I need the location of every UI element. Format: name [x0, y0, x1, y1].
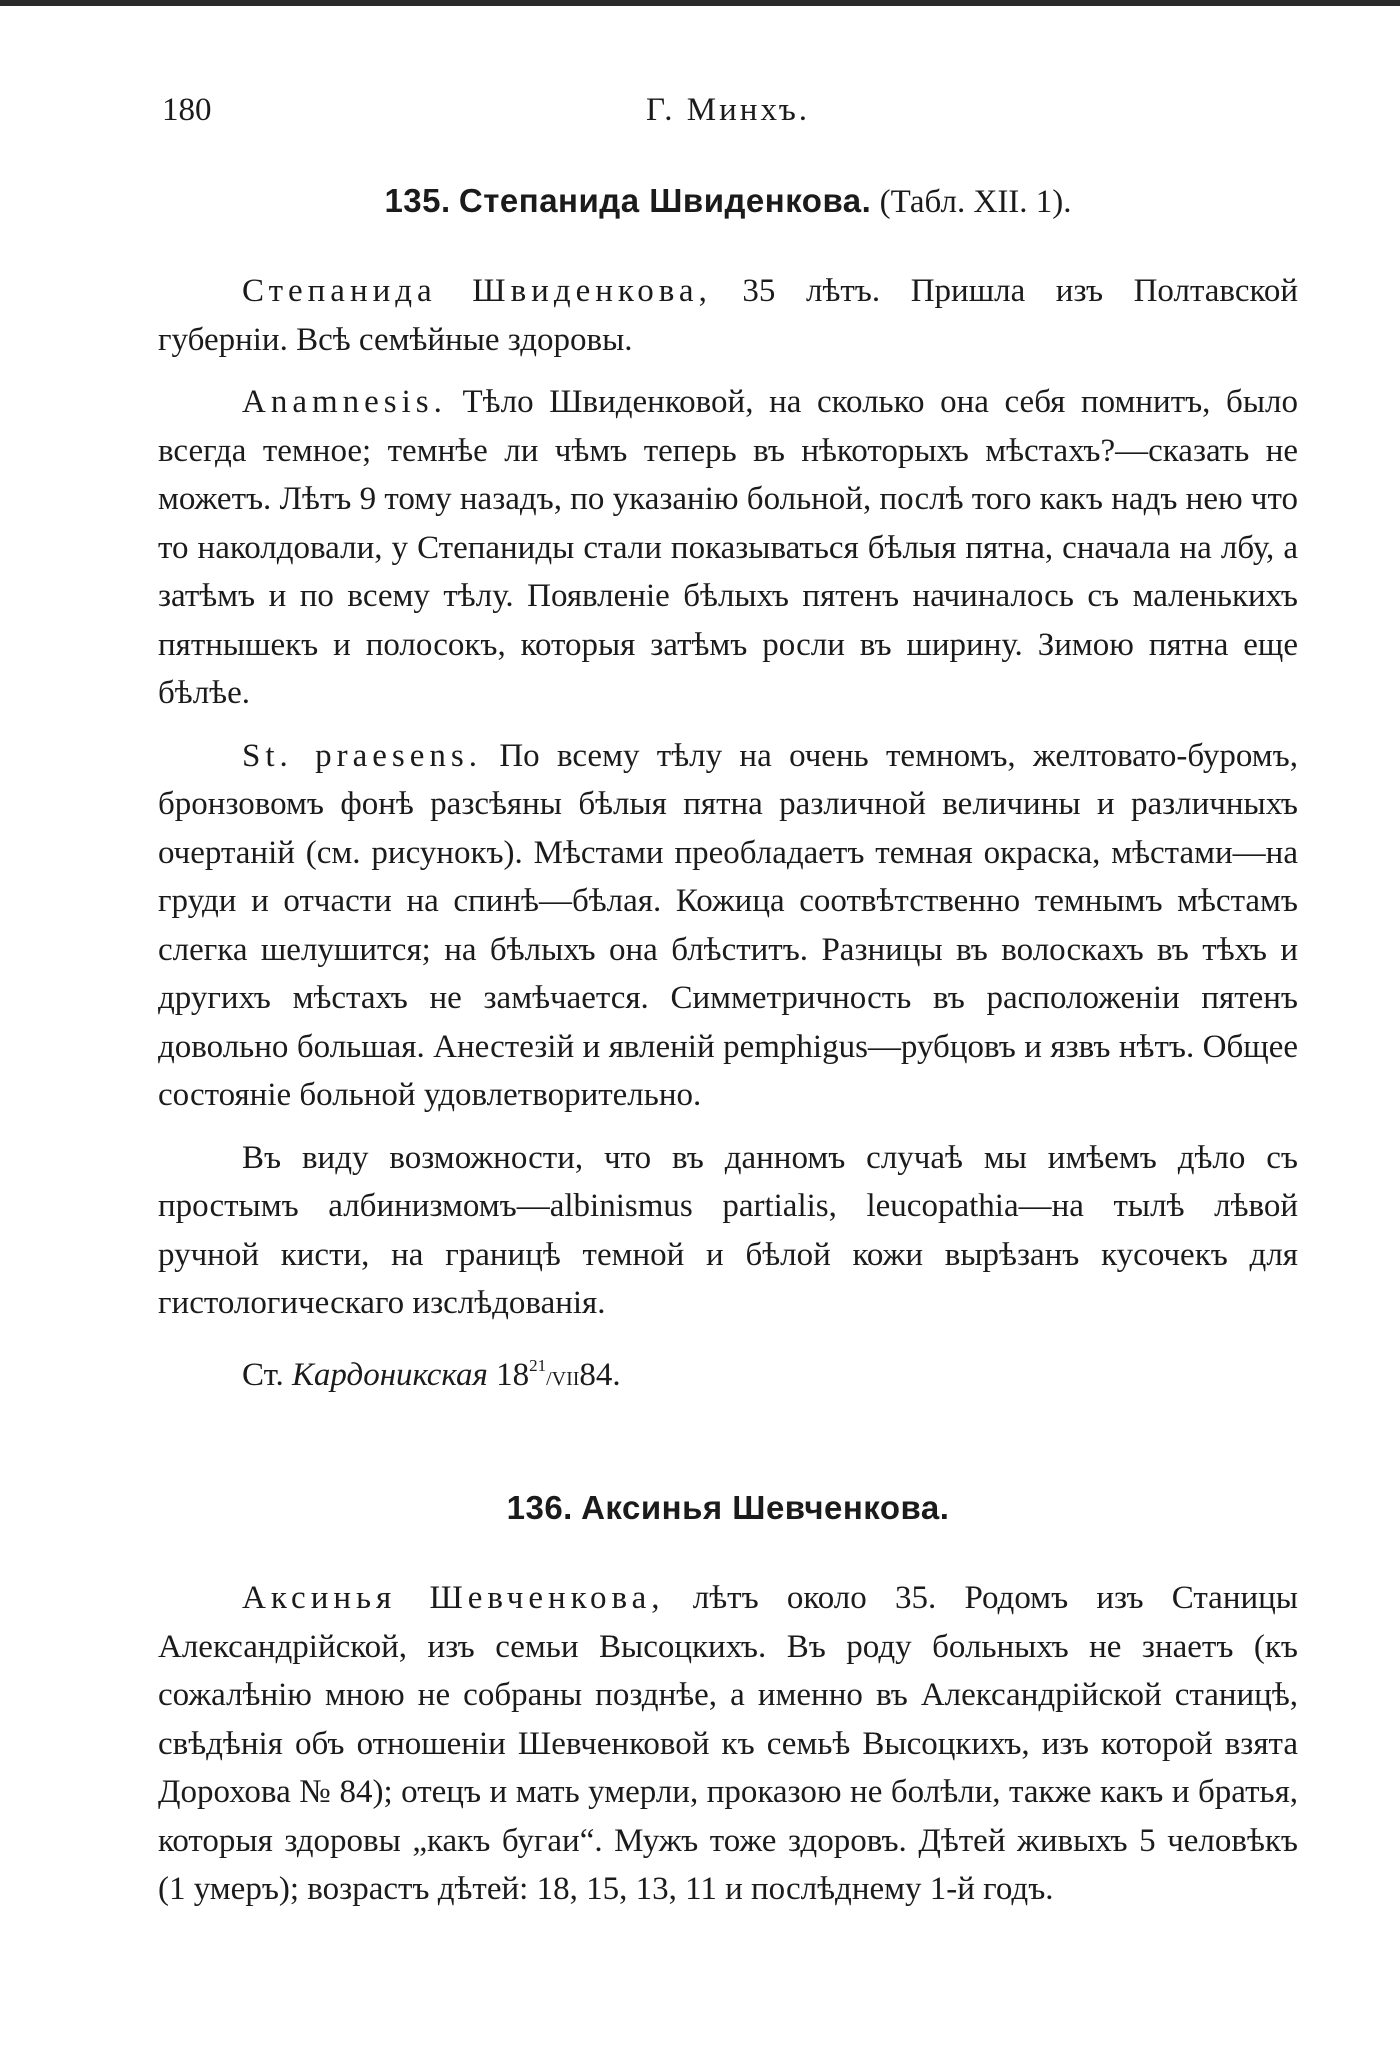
- signature-day-superscript: 21: [529, 1355, 547, 1375]
- page-number: 180: [162, 92, 212, 128]
- book-page: [158, 92, 1298, 1928]
- section-135-anamnesis: [158, 378, 1298, 718]
- patient-name: Аксинья Шевченкова,: [242, 1580, 665, 1616]
- praesens-text: По всему тѣлу на очень темномъ, желтовато-буромъ, бронзовомъ фонѣ разсѣяны бѣлыя пятна различной величины и различныхъ очертаній (см. рисунокъ). Мѣстами преобладаетъ темная окраска, мѣстами—на груди и отчасти на спинѣ—бѣлая. Кожица соотвѣтственно темнымъ мѣстамъ слегка шелушится; на бѣлыхъ она блѣститъ. Разницы въ волоскахъ въ тѣхъ и другихъ мѣстахъ не замѣчается. Симметричность въ расположеніи пятенъ довольно большая. Анестезій и явленій pemphigus—рубцовъ и язвъ нѣтъ. Общее состояніе больной удовлетворительно.: [158, 737, 1298, 1113]
- section-135-signature: [158, 1342, 1298, 1404]
- section-136-title: [158, 1489, 1298, 1528]
- section-136-name: Аксинья Шевченкова.: [581, 1489, 950, 1526]
- intro-text: лѣтъ около 35. Родомъ изъ Станицы Александрійской, изъ семьи Высоцкихъ. Въ роду больныхъ не знаетъ (къ сожалѣнію мною не собраны позднѣе, а именно въ Александрійской станицѣ, свѣдѣнія объ отношеніи Шевченковой къ семьѣ Высоцкихъ, изъ которой взята Дорохова № 84); отецъ и мать умерли, проказою не болѣли, также какъ и братья, которыя здоровы „какъ бугаи“. Мужъ тоже здоровъ. Дѣтей живыхъ 5 человѣкъ (1 умеръ); возрастъ дѣтей: 18, 15, 13, 11 и послѣднему 1-й годъ.: [158, 1580, 1298, 1907]
- signature-place: Кардоникская: [292, 1356, 488, 1393]
- signature-month: /VII: [546, 1367, 580, 1390]
- section-135-intro: [158, 267, 1298, 364]
- section-135-conclusion: Въ виду возможности, что въ данномъ случаѣ мы имѣемъ дѣло съ простымъ албинизмомъ—albinismus partialis, leucopathia—на тылѣ лѣвой ручной кисти, на границѣ темной и бѣлой кожи вырѣзанъ кусочекъ для гистологическаго изслѣдованія.: [158, 1139, 1298, 1321]
- anamnesis-label: Anamnesis.: [242, 384, 447, 420]
- page-top-edge: [0, 0, 1400, 6]
- running-head: [158, 92, 1298, 142]
- section-135-number: 135.: [384, 182, 451, 219]
- signature-prefix: Ст.: [242, 1356, 284, 1393]
- anamnesis-text: Тѣло Швиденковой, на сколько она себя помнитъ, было всегда темное; темнѣе ли чѣмъ теперь въ нѣкоторыхъ мѣстахъ?—сказать не можетъ. Лѣтъ 9 тому назадъ, по указанію больной, послѣ того какъ надъ нею что то наколдовали, у Степаниды стали показываться бѣлыя пятна, сначала на лбу, а затѣмъ и по всему тѣлу. Появленіе бѣлыхъ пятенъ начиналось съ маленькихъ пятнышекъ и полосокъ, которыя затѣмъ росли въ ширину. Зимою пятна еще бѣлѣе.: [158, 384, 1298, 711]
- section-135-title: [158, 182, 1298, 221]
- praesens-label: St. praesens.: [242, 737, 482, 774]
- intro-text: 35 лѣтъ. Пришла изъ Полтавской губерніи. Всѣ семѣйные здоровы.: [158, 273, 1298, 358]
- section-136-number: 136.: [506, 1489, 573, 1526]
- section-135-name: Степанида Швиденкова.: [458, 182, 872, 219]
- section-136-intro: [158, 1574, 1298, 1914]
- signature-year: 84.: [579, 1356, 621, 1393]
- patient-name: Степанида Швиденкова,: [242, 273, 712, 309]
- section-135-plate-ref: (Табл. XII. 1).: [879, 184, 1072, 220]
- running-title: Г. Минхъ.: [645, 92, 811, 128]
- signature-day: 18: [496, 1356, 530, 1393]
- section-135-status-praesens: [158, 732, 1298, 1120]
